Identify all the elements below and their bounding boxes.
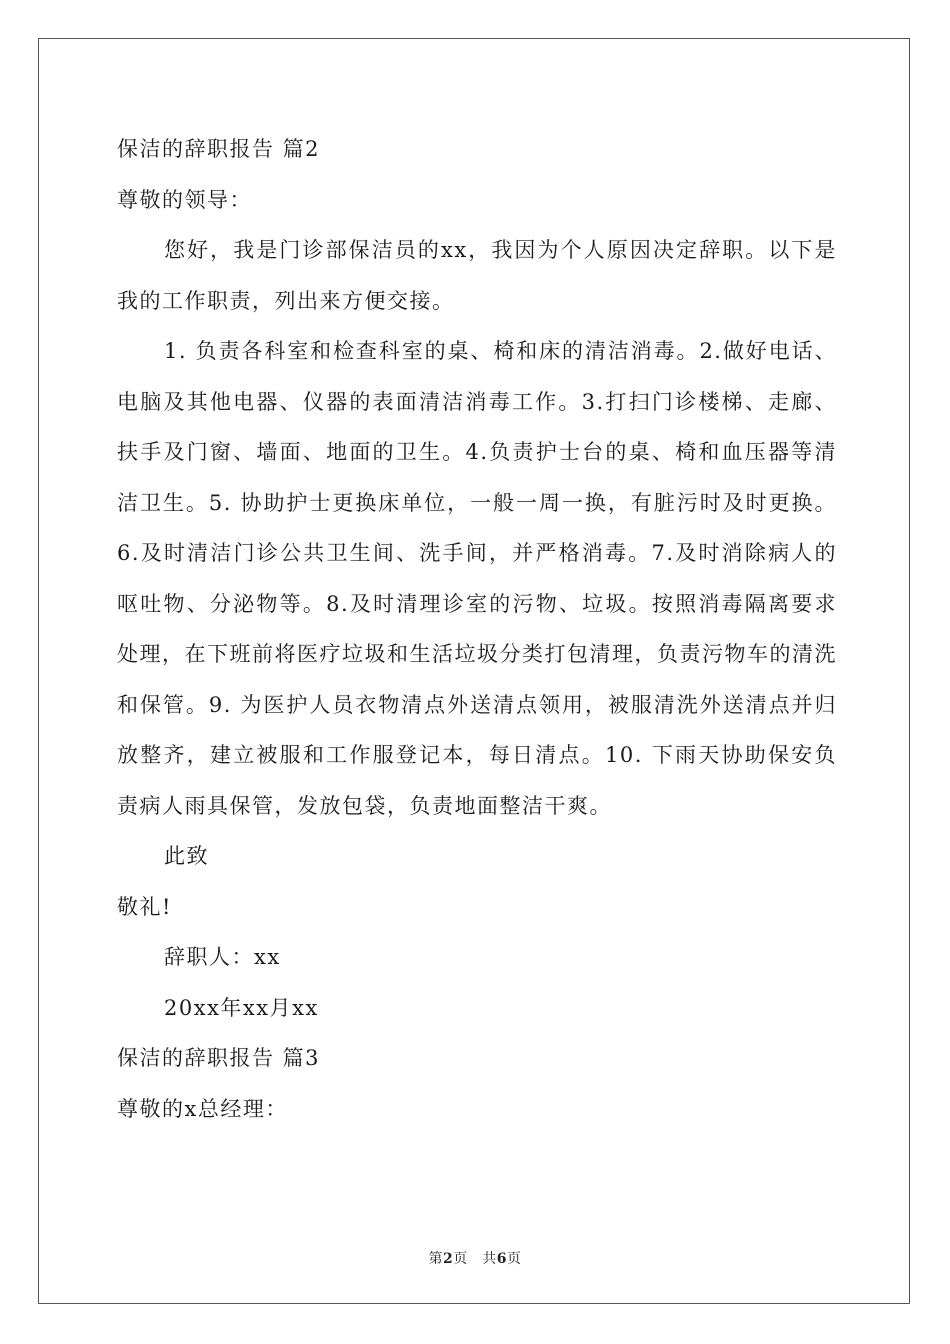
page-footer [0, 1248, 950, 1268]
section-title: 保洁的辞职报告 篇2 [117, 137, 321, 161]
footer-page-total: 6 [496, 1251, 507, 1267]
intro-paragraph: 您好，我是门诊部保洁员的xx，我因为个人原因决定辞职。以下是我的工作职责，列出来方便交接。 [117, 238, 837, 313]
closing-line-1: 此致 [164, 844, 209, 868]
footer-page-suffix: 页 [507, 1251, 522, 1267]
signature: 辞职人：xx [164, 945, 281, 969]
footer-page-mid: 页 共 [453, 1251, 497, 1267]
footer-page-prefix: 第 [428, 1251, 443, 1267]
footer-page-current: 2 [443, 1251, 454, 1267]
document-body [117, 124, 837, 1134]
duties-paragraph: 1. 负责各科室和检查科室的桌、椅和床的清洁消毒。2.做好电话、电脑及其他电器、仪器的表面清洁消毒工作。3.打扫门诊楼梯、走廊、扶手及门窗、墙面、地面的卫生。4.负责护士台的桌、椅和血压器等清洁卫生。5. 协助护士更换床单位，一般一周一换，有脏污时及时更换。6.及时清洁门诊公共卫生间、洗手间，并严格消毒。7.及时消除病人的呕吐物、分泌物等。8.及时清理诊室的污物、垃圾。按照消毒隔离要求处理，在下班前将医疗垃圾和生活垃圾分类打包清理，负责污物车的清洗和保管。9. 为医护人员衣物清点外送清点领用，被服清洗外送清点并归放整齐，建立被服和工作服登记本，每日清点。10. 下雨天协助保安负责病人雨具保管，发放包袋，负责地面整洁干爽。 [117, 339, 837, 818]
next-section-title: 保洁的辞职报告 篇3 [117, 1046, 321, 1070]
next-section-salutation: 尊敬的x总经理： [117, 1096, 288, 1121]
closing-line-2: 敬礼! [117, 894, 172, 919]
salutation: 尊敬的领导： [117, 187, 252, 212]
date: 20xx年xx月xx [164, 995, 319, 1020]
